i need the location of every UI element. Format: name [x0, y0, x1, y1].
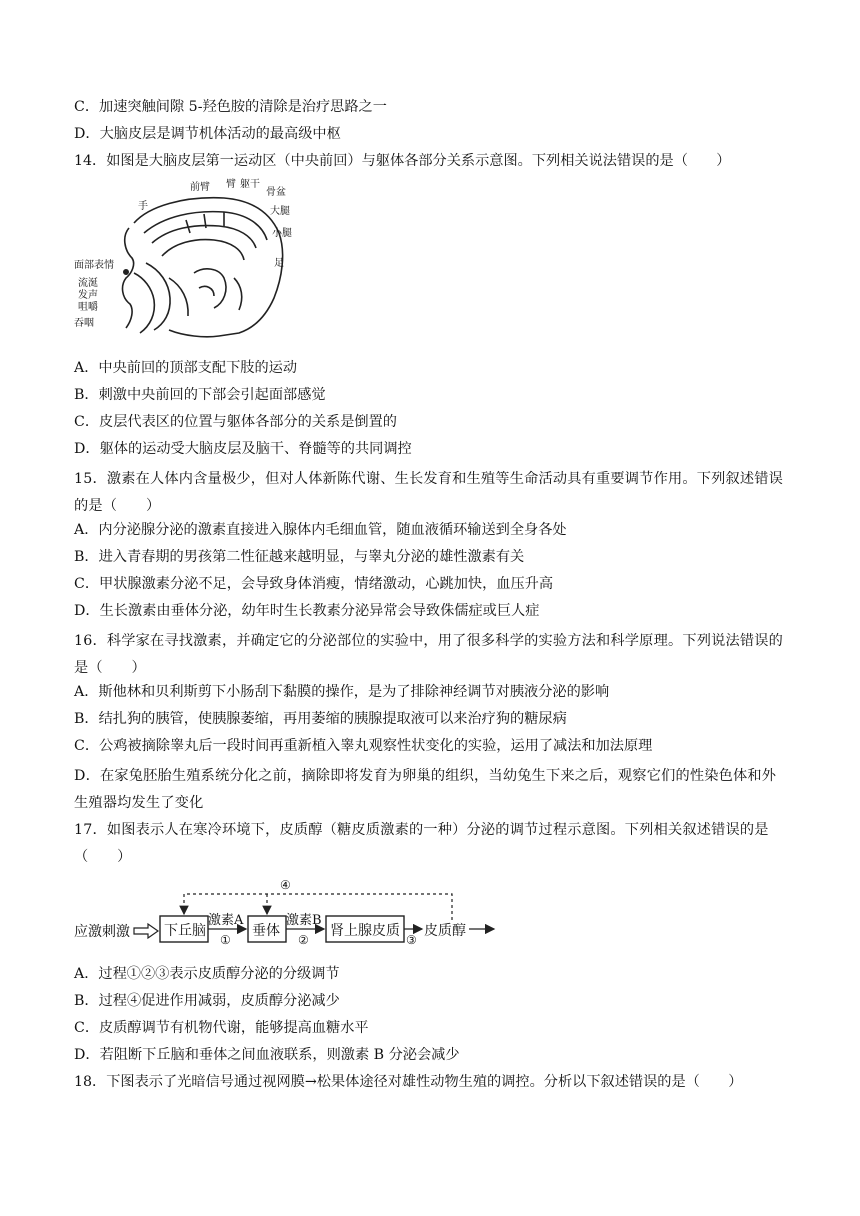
label-foot: 足 — [274, 258, 284, 269]
hormone-a-label: 激素A — [208, 913, 244, 928]
q14-option-d: D．躯体的运动受大脑皮层及脑干、脊髓等的共同调控 — [74, 441, 412, 457]
q17-option-d: D．若阻断下丘脑和垂体之间血液联系，则激素 B 分泌会减少 — [74, 1047, 460, 1063]
label-salivate: 流涎 — [78, 278, 98, 289]
q17-stem: 17．如图表示人在寒冷环境下，皮质醇（糖皮质激素的一种）分泌的调节过程示意图。下列相关叙述错误的是（ ） — [74, 822, 769, 865]
q16-stem: 16．科学家在寻找激素，并确定它的分泌部位的实验中，用了很多科学的实验方法和科学原理。下列说法错误的是（ ） — [74, 633, 784, 676]
q17-option-b: B．过程④促进作用减弱，皮质醇分泌减少 — [74, 993, 340, 1009]
label-swallow: 吞咽 — [74, 318, 94, 329]
q15-stem: 15．激素在人体内含量极少，但对人体新陈代谢、生长发育和生殖等生命活动具有重要调节作用。下列叙述错误的是（ ） — [74, 471, 784, 514]
brain-motor-cortex-figure — [74, 178, 304, 346]
label-voice: 发声 — [78, 290, 98, 301]
hypothalamus-label: 下丘脑 — [164, 923, 206, 939]
q16-option-b: B．结扎狗的胰管，使胰腺萎缩，再用萎缩的胰腺提取液可以来治疗狗的糖尿病 — [74, 711, 567, 727]
hormone-b-label: 激素B — [286, 913, 322, 928]
step1-label: ① — [220, 933, 231, 947]
cortisol-diagram-svg — [74, 876, 504, 948]
step2-label: ② — [298, 933, 309, 947]
label-chew: 咀嚼 — [78, 302, 98, 313]
q14-stem: 14．如图是大脑皮层第一运动区（中央前回）与躯体各部分关系示意图。下列相关说法错误的是（ ） — [74, 153, 731, 169]
q15-option-b: B．进入青春期的男孩第二性征越来越明显，与睾丸分泌的雄性激素有关 — [74, 549, 525, 565]
q16-option-c: C．公鸡被摘除睾丸后一段时间再重新植入睾丸观察性状变化的实验，运用了减法和加法原理 — [74, 738, 653, 754]
label-face: 面部表情 — [74, 260, 114, 271]
q13-option-c: C．加速突触间隙 5-羟色胺的清除是治疗思路之一 — [74, 99, 387, 115]
label-calf: 小腿 — [272, 228, 292, 239]
q14-option-b: B．刺激中央前回的下部会引起面部感觉 — [74, 387, 326, 403]
step4-label: ④ — [280, 878, 291, 892]
q15-option-a: A．内分泌腺分泌的激素直接进入腺体内毛细血管，随血液循环输送到全身各处 — [74, 522, 567, 538]
q16-option-d: D．在家兔胚胎生殖系统分化之前，摘除即将发育为卵巢的组织，当幼兔生下来之后，观察它们的性染色体和外生殖器均发生了变化 — [74, 768, 777, 811]
q18-stem: 18．下图表示了光暗信号通过视网膜→松果体途径对雄性动物生殖的调控。分析以下叙述错误的是（ ） — [74, 1074, 743, 1090]
pituitary-label: 垂体 — [252, 923, 280, 939]
stimulus-label: 应激刺激 — [74, 924, 130, 940]
q17-option-c: C．皮质醇调节有机物代谢，能够提高血糖水平 — [74, 1020, 369, 1036]
label-trunk: 躯干 — [240, 179, 260, 190]
brain-motor-cortex-svg — [74, 178, 304, 346]
label-arm: 臂 — [226, 179, 236, 190]
label-pelvis: 骨盆 — [266, 187, 286, 198]
q15-option-d: D．生长激素由垂体分泌，幼年时生长教素分泌异常会导致侏儒症或巨人症 — [74, 603, 540, 619]
step3-label: ③ — [406, 933, 417, 947]
adrenal-cortex-label: 肾上腺皮质 — [330, 923, 400, 939]
q14-option-a: A．中央前回的顶部支配下肢的运动 — [74, 360, 298, 376]
label-hand: 手 — [138, 201, 148, 212]
q15-option-c: C．甲状腺激素分泌不足，会导致身体消瘦，情绪激动，心跳加快，血压升高 — [74, 576, 554, 592]
label-thigh: 大腿 — [270, 206, 290, 217]
cortisol-label: 皮质醇 — [424, 923, 466, 939]
q17-option-a: A．过程①②③表示皮质醇分泌的分级调节 — [74, 966, 340, 982]
q13-option-d: D．大脑皮层是调节机体活动的最高级中枢 — [74, 126, 341, 142]
q14-option-c: C．皮层代表区的位置与躯体各部分的关系是倒置的 — [74, 414, 397, 430]
label-forearm: 前臂 — [190, 182, 210, 193]
q16-option-a: A．斯他林和贝利斯剪下小肠刮下黏膜的操作，是为了排除神经调节对胰液分泌的影响 — [74, 684, 610, 700]
cortisol-regulation-diagram — [74, 876, 504, 948]
